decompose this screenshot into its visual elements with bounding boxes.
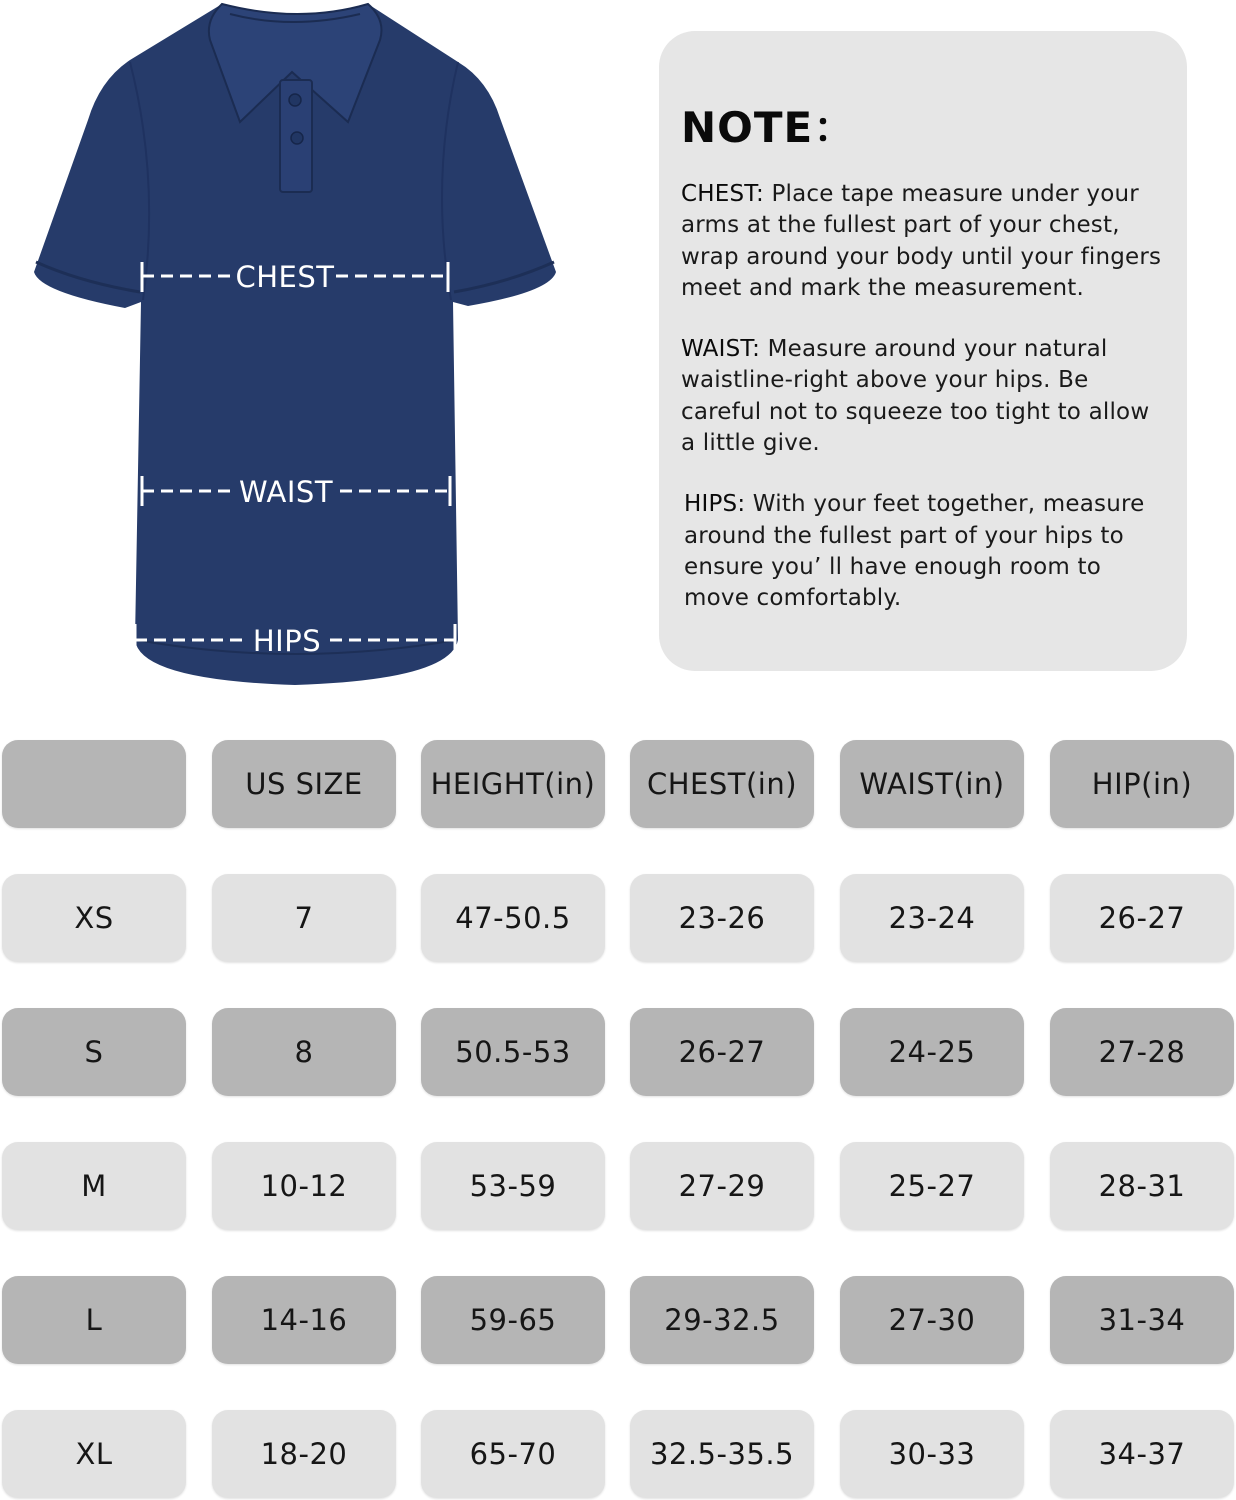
note-hips xyxy=(681,489,1165,614)
table-cell: 7 xyxy=(212,874,396,962)
note-waist-text: Measure around your natural waistline-right above your hips. Be careful not to squeeze too tight to allow a little give. xyxy=(681,336,1150,457)
table-cell: 24-25 xyxy=(840,1008,1024,1096)
header-cell-us-size: US SIZE xyxy=(212,740,396,828)
table-cell: M xyxy=(2,1142,186,1230)
header-cell-hip: HIP(in) xyxy=(1050,740,1234,828)
table-cell: 25-27 xyxy=(840,1142,1024,1230)
note-waist-label: WAIST: xyxy=(681,336,761,363)
table-cell: 30-33 xyxy=(840,1410,1024,1498)
table-cell: 27-28 xyxy=(1050,1008,1234,1096)
header-cell-blank xyxy=(2,740,186,828)
table-cell: XS xyxy=(2,874,186,962)
table-cell: 18-20 xyxy=(212,1410,396,1498)
table-cell: 23-26 xyxy=(630,874,814,962)
table-cell: XL xyxy=(2,1410,186,1498)
header-cell-chest: CHEST(in) xyxy=(630,740,814,828)
note-title: NOTE： xyxy=(681,103,857,152)
table-cell: 23-24 xyxy=(840,874,1024,962)
table-cell: 26-27 xyxy=(1050,874,1234,962)
header-cell-height: HEIGHT(in) xyxy=(421,740,605,828)
table-cell: 27-29 xyxy=(630,1142,814,1230)
table-cell: 14-16 xyxy=(212,1276,396,1364)
table-cell: S xyxy=(2,1008,186,1096)
size-chart-table xyxy=(2,740,1236,1500)
polo-shirt-illustration xyxy=(30,0,565,690)
table-cell: 31-34 xyxy=(1050,1276,1234,1364)
table-cell: 50.5-53 xyxy=(421,1008,605,1096)
note-hips-text: With your feet together, measure around the fullest part of your hips to ensure you’ ll have enough room to move comfortably. xyxy=(684,491,1145,612)
table-cell: 10-12 xyxy=(212,1142,396,1230)
table-cell: 27-30 xyxy=(840,1276,1024,1364)
table-cell: 65-70 xyxy=(421,1410,605,1498)
table-cell: 34-37 xyxy=(1050,1410,1234,1498)
note-chest-label: CHEST: xyxy=(681,181,764,207)
table-cell: 32.5-35.5 xyxy=(630,1410,814,1498)
polo-shirt-diagram xyxy=(30,0,565,690)
shirt-button xyxy=(289,94,301,106)
table-cell: 28-31 xyxy=(1050,1142,1234,1230)
table-cell: 47-50.5 xyxy=(421,874,605,962)
chest-label: CHEST xyxy=(235,260,335,294)
note-card xyxy=(659,31,1187,671)
waist-label: WAIST xyxy=(238,475,334,509)
note-hips-label: HIPS: xyxy=(684,491,746,518)
note-waist xyxy=(681,334,1165,459)
note-chest-text: Place tape measure under your arms at the fullest part of your chest, wrap around your body until your fingers meet and mark the measurement. xyxy=(681,181,1162,301)
table-cell: 29-32.5 xyxy=(630,1276,814,1364)
hips-label: HIPS xyxy=(252,624,322,658)
header-cell-waist: WAIST(in) xyxy=(840,740,1024,828)
table-cell: 26-27 xyxy=(630,1008,814,1096)
table-cell: L xyxy=(2,1276,186,1364)
shirt-button xyxy=(291,132,303,144)
table-cell: 59-65 xyxy=(421,1276,605,1364)
table-cell: 53-59 xyxy=(421,1142,605,1230)
note-chest xyxy=(681,179,1165,304)
table-cell: 8 xyxy=(212,1008,396,1096)
